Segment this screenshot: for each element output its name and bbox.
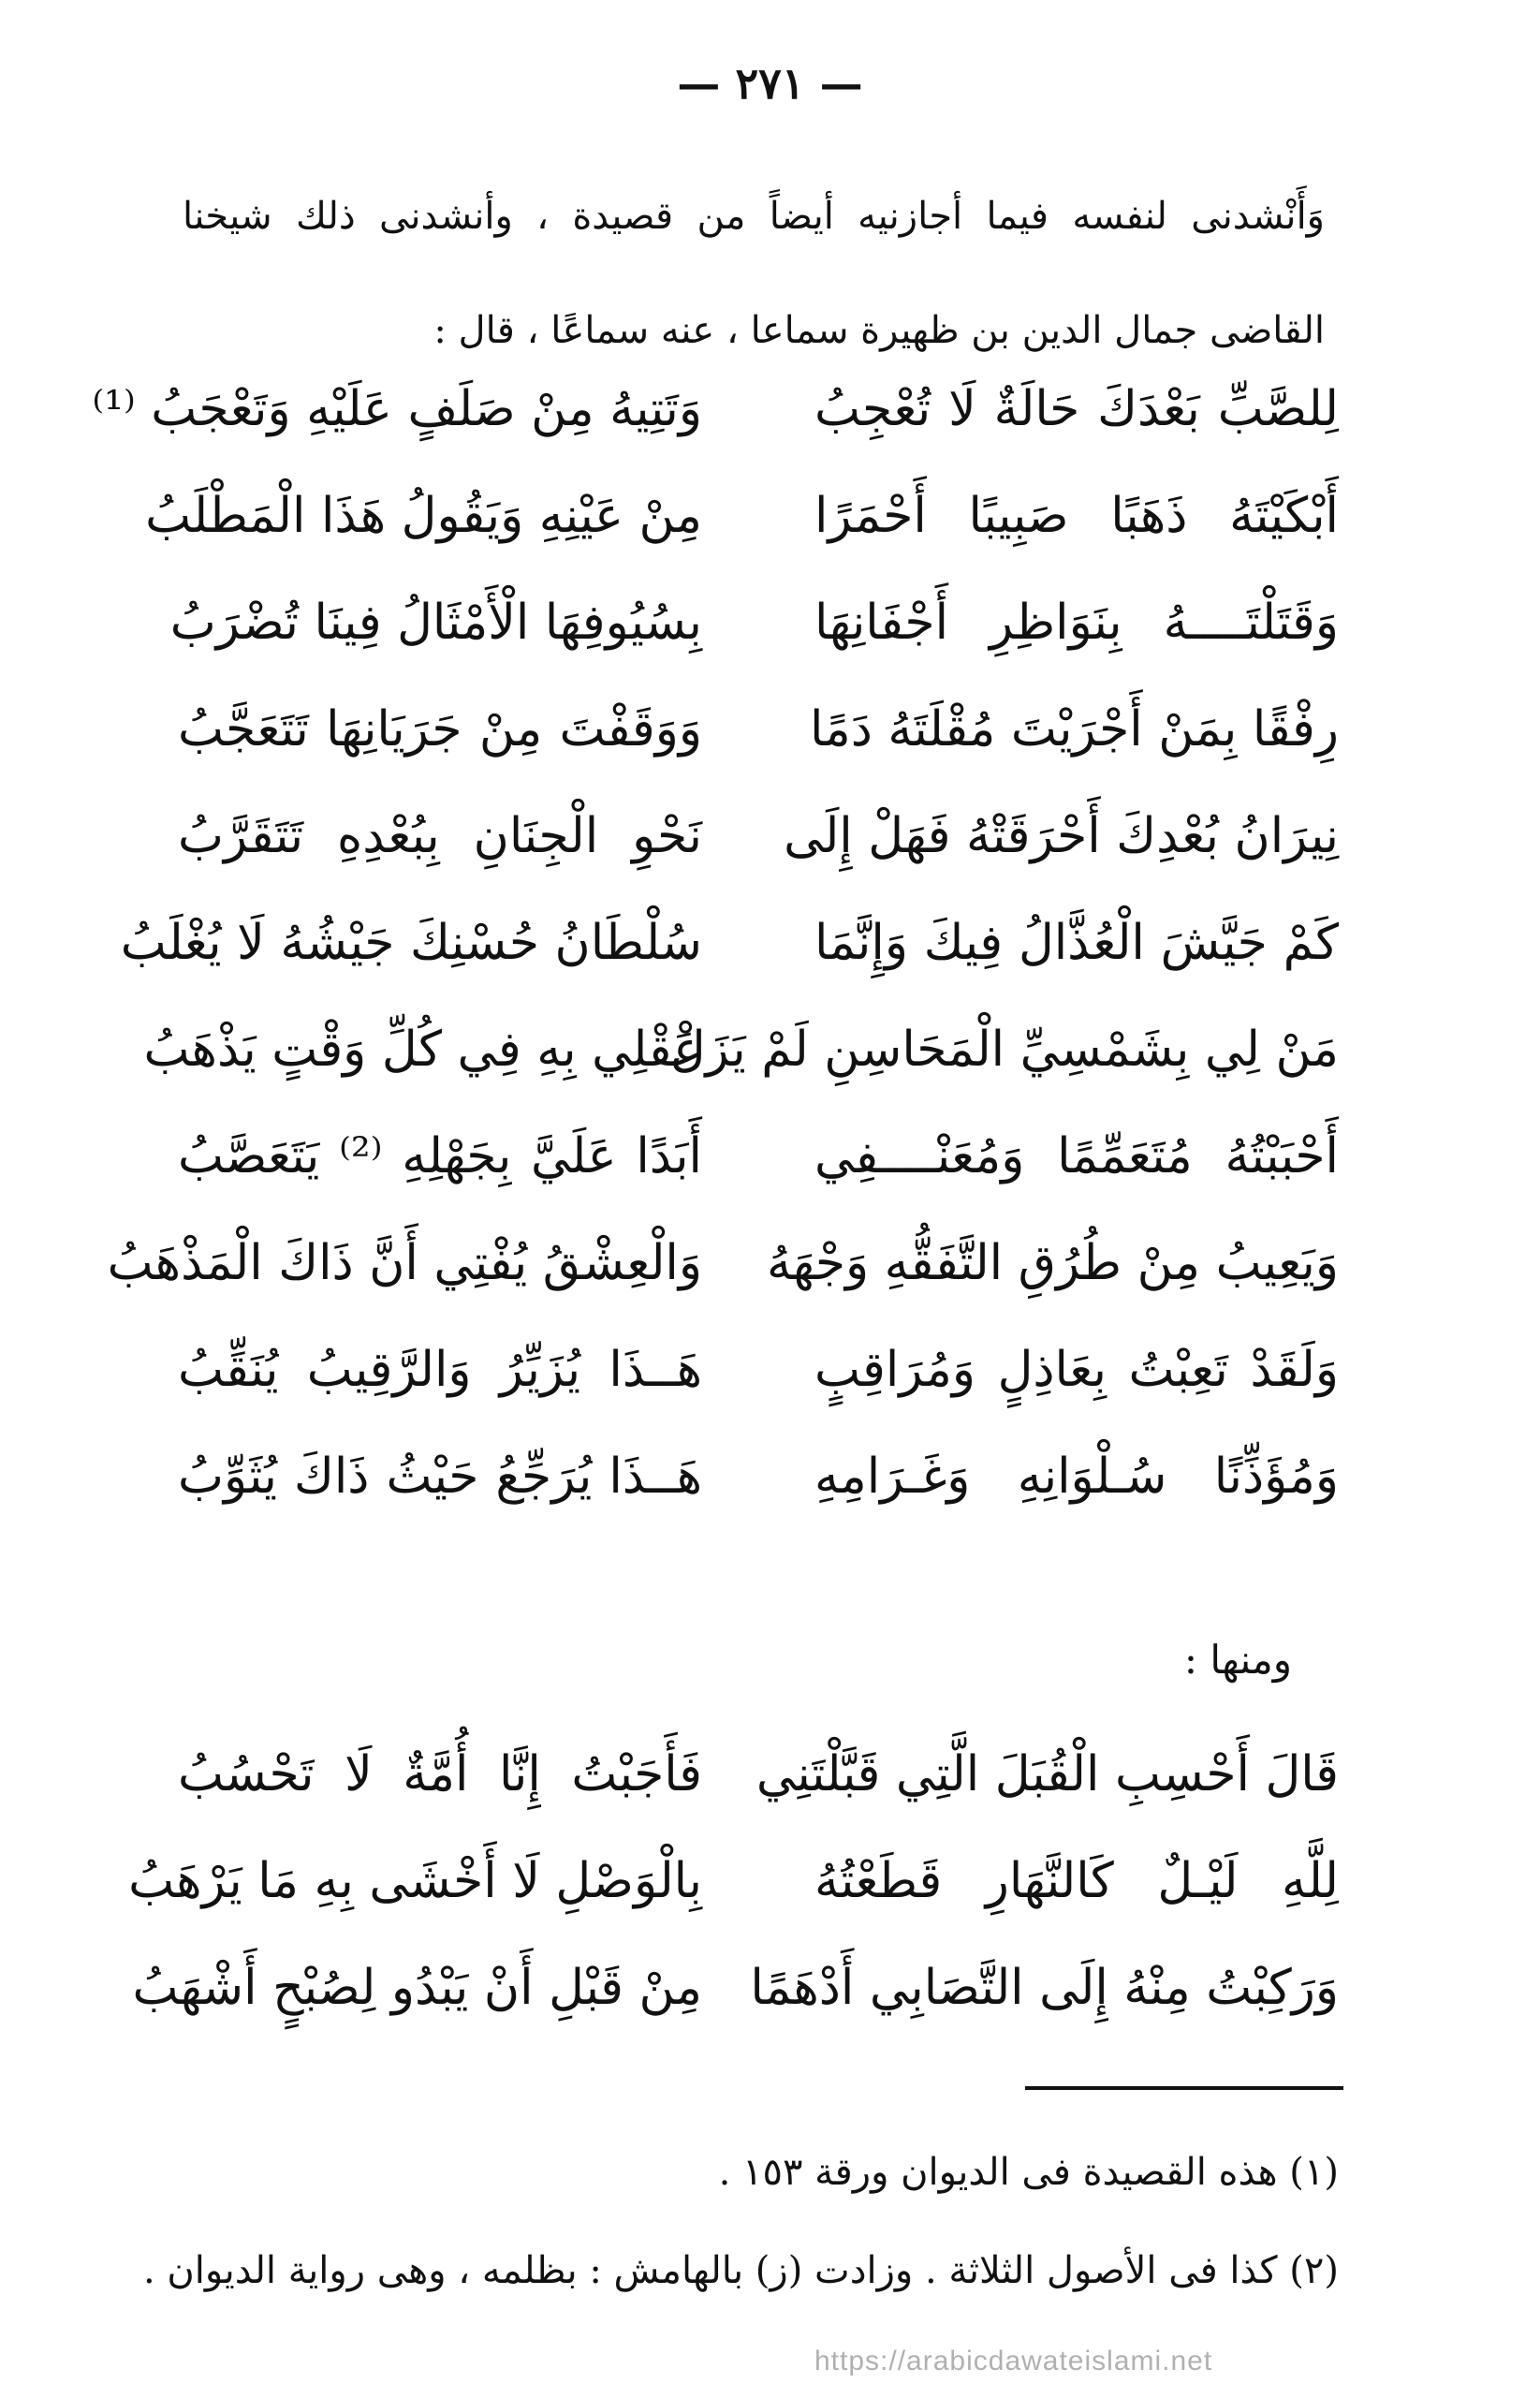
second-hemistich: وَتَتِيهُ مِنْ صَلَفٍ عَلَيْهِ وَتَعْجَبُ ⁽¹⁾: [92, 381, 702, 437]
footnote: (٢) كذا فى الأصول الثلاثة . وزادت (ز) بالهامش : بظلمه ، وهى رواية الديوان .: [143, 2249, 1339, 2292]
second-hemistich: أَبَدًا عَلَيَّ بِجَهْلِهِ ⁽²⁾ يَتَعَصَّبُ: [178, 1128, 702, 1184]
first-hemistich: لِلَّهِ لَيْـلٌ كَالنَّهَارِ قَطَعْتُهُ: [814, 1853, 1339, 1909]
verse: [120, 890, 1339, 996]
first-hemistich: أَحْبَبْتُهُ مُتَعَمِّمًا وَمُعَنْــــفِي: [814, 1128, 1339, 1184]
first-hemistich: لِلصَّبِّ بَعْدَكَ حَالَةٌ لَا تُعْجِبُ: [814, 381, 1339, 437]
first-hemistich: نِيرَانُ بُعْدِكَ أَحْرَقَتْهُ فَهَلْ إِلَى: [784, 808, 1339, 864]
first-hemistich: قَالَ أَحْسِبِ الْقُبَلَ الَّتِي قَبَّلْتَنِي: [755, 1746, 1339, 1802]
verse: [178, 1103, 1339, 1210]
second-hemistich: سُلْطَانُ حُسْنِكَ جَيْشُهُ لَا يُغْلَبُ: [120, 915, 702, 971]
verse: [178, 783, 1339, 890]
second-hemistich: بِسُيُوفِهَا الْأَمْثَالُ فِينَا تُضْرَبُ: [169, 595, 702, 651]
verse: [107, 1210, 1339, 1317]
watermark-url: https://arabicdawateislami.net: [814, 2346, 1213, 2376]
page-number: — ٢٧١ —: [677, 58, 863, 109]
verse: [145, 463, 1339, 569]
first-hemistich: أَبْكَيْتَهُ ذَهَبًا صَبِيبًا أَحْمَرًا: [814, 488, 1339, 544]
verse: [178, 1317, 1339, 1423]
verse: [128, 1828, 1339, 1935]
poem-main: [92, 356, 1339, 1530]
second-hemistich: بِالْوَصْلِ لَا أَخْشَى بِهِ مَا يَرْهَبُ: [128, 1853, 702, 1909]
footnote-divider: [1025, 2086, 1343, 2090]
verse: [169, 569, 1339, 676]
verse: [92, 356, 1339, 463]
verse: [178, 676, 1339, 783]
second-hemistich: نَحْوِ الْجِنَانِ بِبُعْدِهِ تَتَقَرَّبُ: [178, 808, 702, 864]
second-hemistich: هَــذَا يُرَجِّعُ حَيْثُ ذَاكَ يُثَوِّبُ: [178, 1449, 702, 1505]
second-hemistich: عَقْلِي بِهِ فِي كُلِّ وَقْتٍ يَذْهَبُ: [143, 1022, 702, 1078]
second-hemistich: وَالْعِشْقُ يُفْتِي أَنَّ ذَاكَ الْمَذْهَبُ: [107, 1235, 702, 1291]
second-hemistich: مِنْ قَبْلِ أَنْ يَبْدُو لِصُبْحٍ أَشْهَبُ: [132, 1960, 702, 2016]
first-hemistich: وَرَكِبْتُ مِنْهُ إِلَى التَّصَابِي أَدْهَمًا: [750, 1960, 1339, 2016]
verse: [132, 1935, 1339, 2041]
second-hemistich: هَــذَا يُزَيِّرُ وَالرَّقِيبُ يُنَقِّبُ: [178, 1342, 702, 1398]
footnotes: [143, 2124, 1339, 2320]
first-hemistich: كَمْ جَيَّشَ الْعُذَّالُ فِيكَ وَإِنَّمَا: [814, 915, 1339, 971]
section-label: ومنها :: [1183, 1637, 1292, 1683]
first-hemistich: وَقَتَلْتَــــهُ بِنَوَاظِرِ أَجْفَانِهَا: [814, 595, 1339, 651]
second-hemistich: وَوَقَفْتَ مِنْ جَرَيَانِهَا تَتَعَجَّبُ: [178, 701, 702, 758]
first-hemistich: وَمُؤَذِّنًا سُـلْوَانِهِ وَغَـرَامِهِ: [814, 1449, 1339, 1505]
first-hemistich: رِفْقًا بِمَنْ أَجْرَيْتَ مُقْلَتَهُ دَمًا: [810, 701, 1339, 758]
poem-excerpt: [128, 1721, 1339, 2041]
verse: [178, 1423, 1339, 1530]
first-hemistich: وَلَقَدْ تَعِبْتُ بِعَاذِلٍ وَمُرَاقِبٍ: [814, 1342, 1339, 1398]
second-hemistich: مِنْ عَيْنِهِ وَيَقُولُ هَذَا الْمَطْلَبُ: [145, 488, 702, 544]
first-hemistich: مَنْ لِي بِشَمْسِيِّ الْمَحَاسِنِ لَمْ يَزَلْ: [669, 1022, 1339, 1078]
footnote: (١) هذه القصيدة فى الديوان ورقة ١٥٣ .: [718, 2151, 1339, 2194]
first-hemistich: وَيَعِيبُ مِنْ طُرُقِ التَّفَقُّهِ وَجْهَهُ: [767, 1235, 1339, 1291]
intro-paragraph: وَأَنْشدنى لنفسه فيما أجازنيه أيضاً من قصيدة ، وأنشدنى ذلك شيخنا القاضى جمال الدين بن ظهيرة سماعا ، عنه سماعًا ، قال :: [183, 195, 1325, 352]
verse: [178, 1721, 1339, 1828]
verse: [143, 996, 1339, 1103]
second-hemistich: فَأَجَبْتُ إِنَّا أُمَّةٌ لَا تَحْسُبُ: [178, 1746, 702, 1802]
